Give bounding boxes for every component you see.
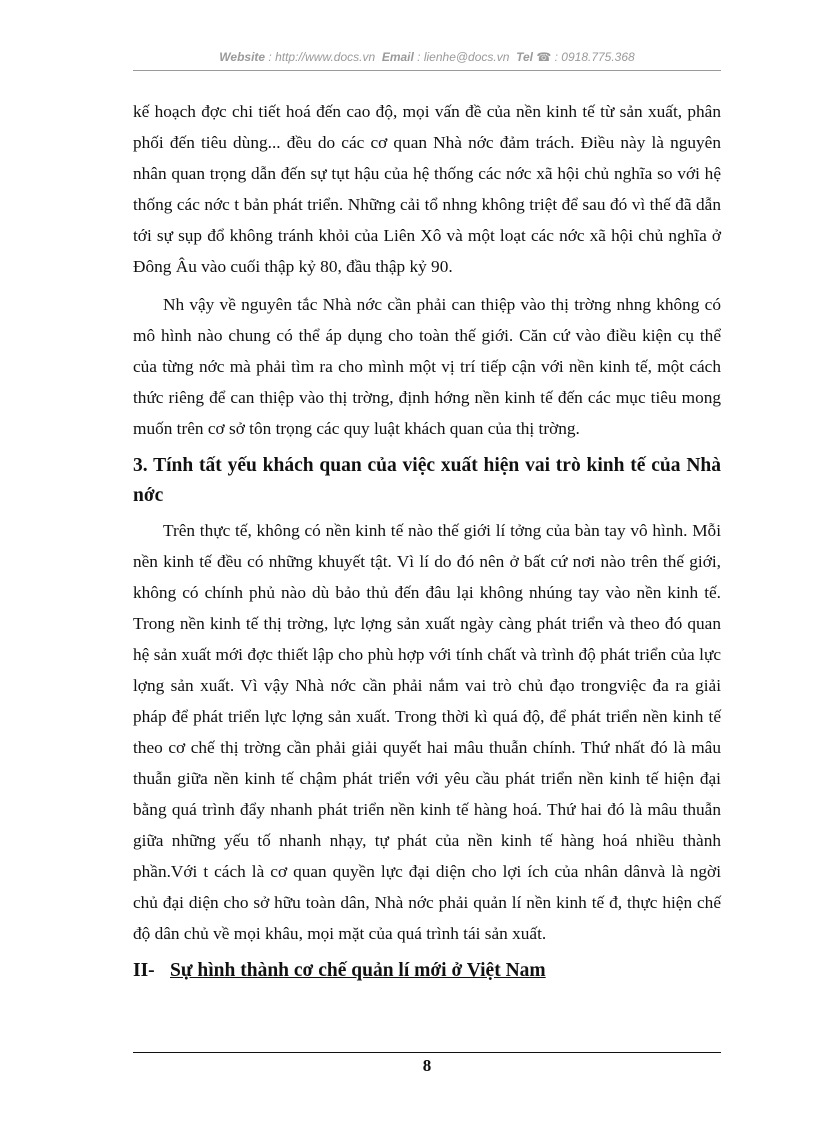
part-number: II-	[133, 960, 155, 981]
paragraph: Trên thực tế, không có nền kinh tế nào thế giới lí tởng của bàn tay vô hình. Mỗi nền kinh tế đều có những khuyết tật. Vì lí do đó nên ở bất cứ nơi nào trên thế giới, không có chính phủ nào dù bảo thủ đến đâu lại không nhúng tay vào nền kinh tế. Trong nền kinh tế thị trờng, lực lợng sản xuất ngày càng phát triển và theo đó quan hệ sản xuất mới đợc thiết lập cho phù hợp với tính chất và trình độ phát triển của lực lợng sản xuất. Vì vậy Nhà nớc cần phải nắm vai trò chủ đạo trongviệc đa ra giải pháp để phát triển lực lợng sản xuất. Trong thời kì quá độ, để phát triển nền kinh tế theo cơ chế thị trờng cần phải giải quyết hai mâu thuẫn chính. Thứ nhất đó là mâu thuẫn giữa nền kinh tế chậm phát triển với yêu cầu phát triển nền kinh tế hiện đại bằng quá trình đẩy nhanh phát triển nền kinh tế hàng hoá. Thứ hai đó là mâu thuẫn giữa những yếu tố nhanh nhạy, tự phát của nền kinh tế hàng hoá nhiều thành phần.Với t cách là cơ quan quyền lực đại diện cho lợi ích của nhân dânvà là ngời chủ đại diện cho sở hữu toàn dân, Nhà nớc phải quản lí nền kinh tế đ, thực hiện chế độ dân chủ về mọi khâu, mọi mặt của quá trình tái sản xuất.	[133, 521, 721, 943]
website-label: Website	[219, 50, 266, 64]
document-body	[133, 96, 721, 986]
part-title: Sự hình thành cơ chế quản lí mới ở Việt Nam	[170, 960, 546, 981]
email-address[interactable]: : lienhe@docs.vn	[417, 50, 510, 64]
phone-icon: ☎	[536, 50, 552, 64]
website-url[interactable]: : http://www.docs.vn	[268, 50, 376, 64]
tel-label: Tel	[516, 50, 533, 64]
page-header	[133, 50, 721, 64]
page-number: 8	[422, 1056, 432, 1075]
tel-number: : 0918.775.368	[554, 50, 635, 64]
part-heading	[133, 956, 721, 986]
header-divider	[133, 70, 721, 71]
footer-divider	[133, 1052, 721, 1053]
paragraph: kế hoạch đợc chi tiết hoá đến cao độ, mọi vấn đề của nền kinh tế từ sản xuất, phân phối đến tiêu dùng... đều do các cơ quan Nhà nớc đảm trách. Điều này là nguyên nhân quan trọng dẫn đến sự tụt hậu của hệ thống các nớc xã hội chủ nghĩa so với hệ thống các nớc t bản phát triển. Những cải tổ nhng không triệt để sau đó vì thế đã dẫn tới sự sụp đổ không tránh khỏi của Liên Xô và một loạt các nớc xã hội chủ nghĩa ở Đông Âu vào cuối thập kỷ 80, đầu thập kỷ 90.	[133, 102, 721, 276]
email-label: Email	[381, 50, 414, 64]
section-heading: 3. Tính tất yếu khách quan của việc xuất hiện vai trò kinh tế của Nhà nớc	[133, 455, 721, 506]
paragraph: Nh vậy về nguyên tắc Nhà nớc cần phải can thiệp vào thị trờng nhng không có mô hình nào chung có thể áp dụng cho toàn thế giới. Căn cứ vào điều kiện cụ thể của từng nớc mà phải tìm ra cho mình một vị trí tiếp cận với nền kinh tế, một cách thức riêng để can thiệp vào thị trờng, định hớng nền kinh tế đến các mục tiêu mong muốn trên cơ sở tôn trọng các quy luật khách quan của thị trờng.	[133, 295, 721, 438]
